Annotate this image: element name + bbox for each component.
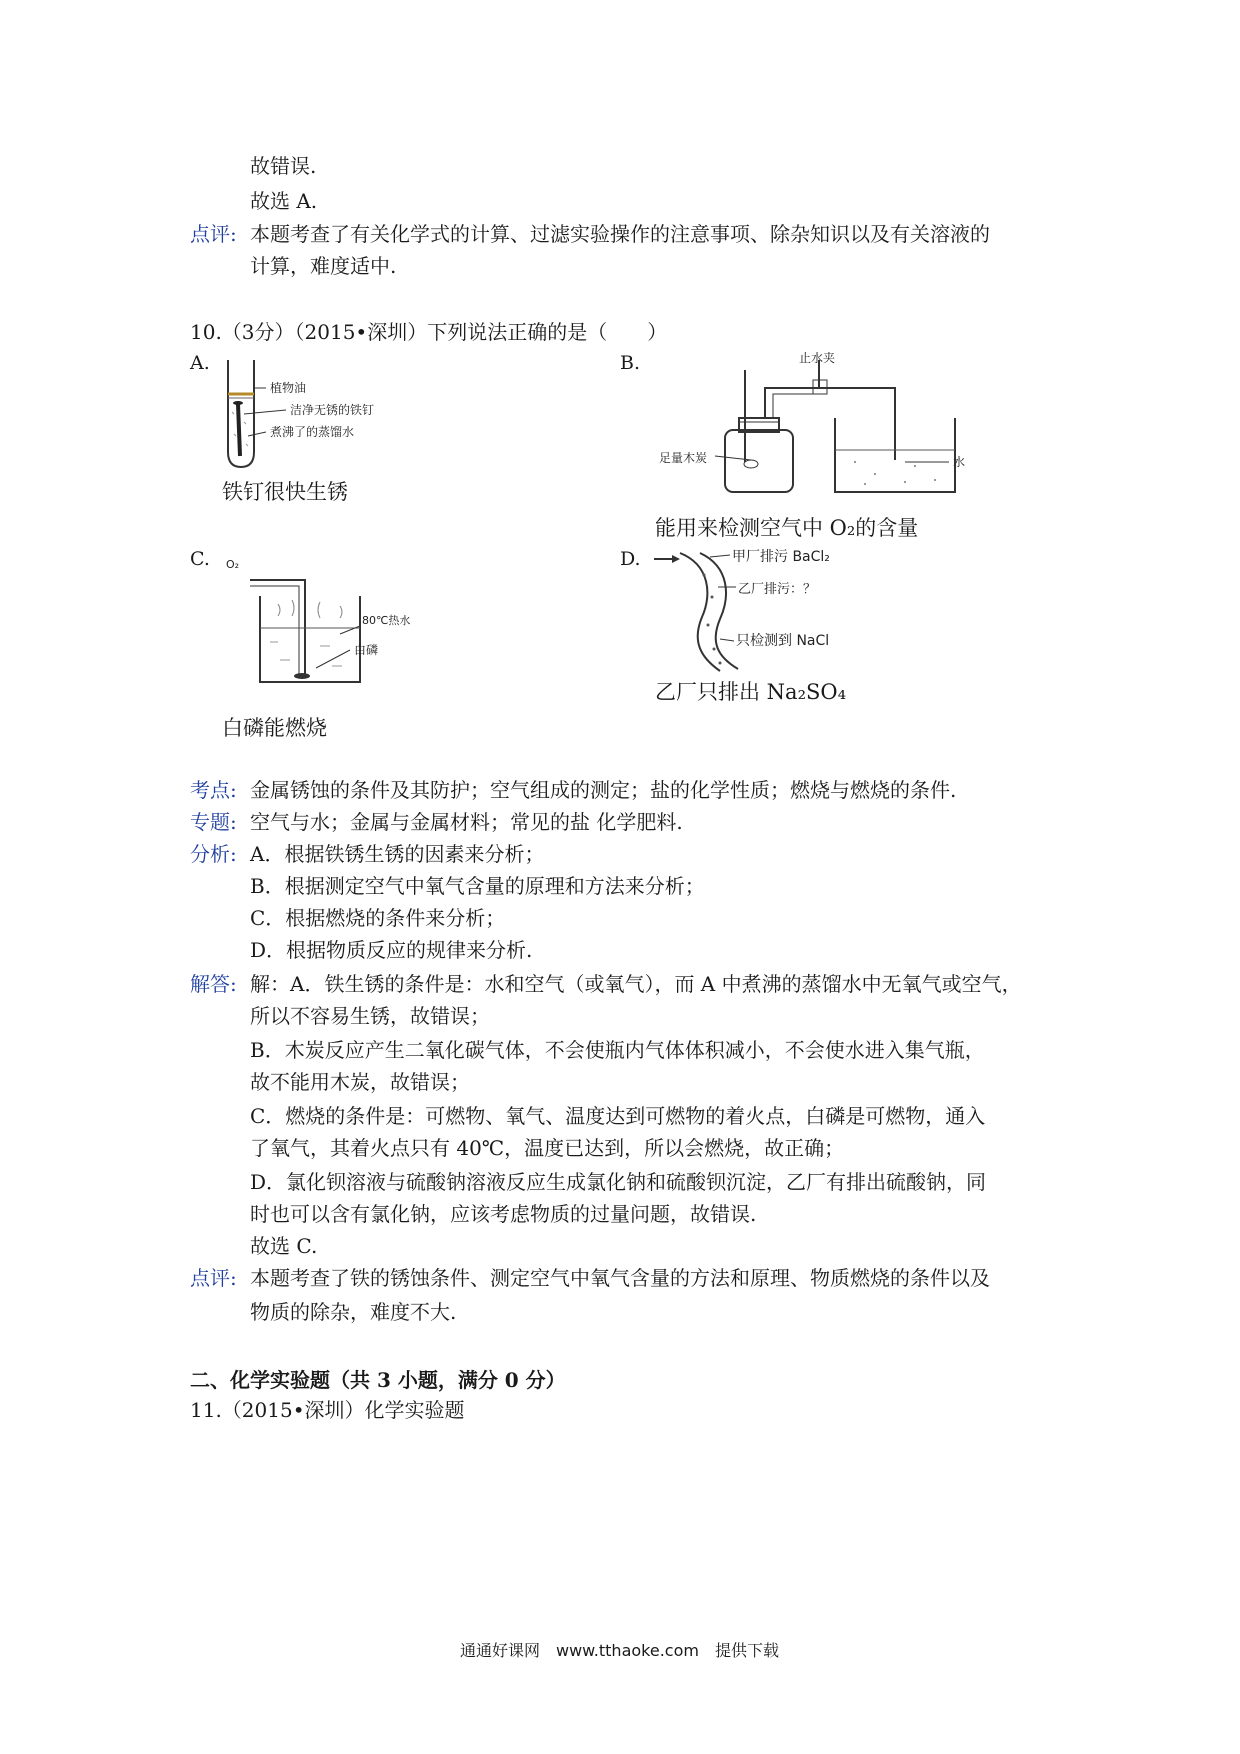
option-d-fig-label-3: 只检测到 NaCl — [736, 633, 830, 649]
zhuanti-tag: 专题: — [190, 810, 237, 834]
prev-review-line-1: 本题考查了有关化学式的计算、过滤实验操作的注意事项、除杂知识以及有关溶液的 — [250, 222, 990, 246]
jieda-line-6: 了氧气，其着火点只有 40℃，温度已达到，所以会燃烧，故正确； — [250, 1136, 845, 1160]
option-d-fig-label-2: 乙厂排污：？ — [738, 582, 817, 597]
option-d-figure — [650, 545, 910, 675]
fenxi-line-1: A．根据铁锈生锈的因素来分析； — [250, 842, 545, 866]
fenxi-line-4: D．根据物质反应的规律来分析. — [250, 938, 533, 962]
option-d-caption: 乙厂只排出 Na₂SO₄ — [655, 680, 847, 704]
dianping-line-2: 物质的除杂，难度不大. — [250, 1300, 457, 1324]
option-c-fig-label-3: 白磷 — [354, 643, 379, 657]
page-footer: 通通好课网 www.tthaoke.com 提供下载 — [460, 1641, 779, 1660]
question-11-stem: 11.（2015•深圳）化学实验题 — [190, 1398, 465, 1422]
option-b-fig-label-1: 止水夹 — [799, 351, 836, 365]
option-c-figure — [220, 550, 450, 690]
option-c-caption: 白磷能燃烧 — [222, 716, 327, 740]
zhuanti-text: 空气与水；金属与金属材料；常见的盐 化学肥料. — [250, 810, 683, 834]
option-b-fig-label-3: 水 — [953, 455, 966, 469]
option-c-fig-label-2: 80℃热水 — [362, 614, 411, 627]
jieda-line-5: C．燃烧的条件是：可燃物、氧气、温度达到可燃物的着火点，白磷是可燃物，通入 — [250, 1104, 986, 1128]
option-c-fig-label-1: O₂ — [226, 558, 240, 571]
prev-line-1: 故错误. — [250, 154, 317, 178]
dianping-line-1: 本题考查了铁的锈蚀条件、测定空气中氧气含量的方法和原理、物质燃烧的条件以及 — [250, 1266, 990, 1290]
prev-line-2: 故选 A. — [250, 189, 318, 213]
jieda-line-7: D．氯化钡溶液与硫酸钠溶液反应生成氯化钠和硫酸钡沉淀，乙厂有排出硫酸钠，同 — [250, 1170, 987, 1194]
option-d-label: D. — [620, 548, 641, 570]
question-10-stem: 10.（3分）（2015•深圳）下列说法正确的是（ ） — [190, 320, 668, 344]
kaodian-tag: 考点: — [190, 778, 237, 802]
option-a-figure — [220, 352, 440, 472]
option-a-fig-label-2: 洁净无锈的铁钉 — [290, 403, 375, 417]
fenxi-line-2: B．根据测定空气中氧气含量的原理和方法来分析； — [250, 874, 705, 898]
section-2-heading: 二、化学实验题（共 3 小题，满分 0 分） — [190, 1368, 566, 1392]
option-a-label: A. — [190, 352, 210, 374]
prev-review-line-2: 计算，难度适中. — [250, 254, 397, 278]
jieda-tag: 解答: — [190, 972, 237, 996]
prev-review-tag: 点评: — [190, 222, 237, 246]
fenxi-tag: 分析: — [190, 842, 237, 866]
jieda-line-8: 时也可以含有氯化钠，应该考虑物质的过量问题，故错误. — [250, 1202, 757, 1226]
option-b-fig-label-2: 足量木炭 — [659, 451, 708, 465]
option-a-fig-label-3: 煮沸了的蒸馏水 — [270, 425, 355, 439]
jieda-line-3: B．木炭反应产生二氧化碳气体，不会使瓶内气体体积减小，不会使水进入集气瓶， — [250, 1038, 985, 1062]
option-c-label: C. — [190, 548, 210, 570]
option-b-figure — [655, 350, 985, 500]
option-a-fig-label-1: 植物油 — [270, 381, 307, 395]
jieda-line-9: 故选 C. — [250, 1234, 318, 1258]
option-d-fig-label-1: 甲厂排污 BaCl₂ — [732, 549, 830, 565]
dianping-tag: 点评: — [190, 1266, 237, 1290]
jieda-line-2: 所以不容易生锈，故错误； — [250, 1004, 490, 1028]
jieda-line-1: 解：A．铁生锈的条件是：水和空气（或氧气），而 A 中煮沸的蒸馏水中无氧气或空气， — [250, 972, 1022, 996]
option-b-caption: 能用来检测空气中 O₂的含量 — [655, 516, 919, 540]
fenxi-line-3: C．根据燃烧的条件来分析； — [250, 906, 506, 930]
kaodian-text: 金属锈蚀的条件及其防护；空气组成的测定；盐的化学性质；燃烧与燃烧的条件. — [250, 778, 957, 802]
jieda-line-4: 故不能用木炭，故错误； — [250, 1070, 470, 1094]
option-b-label: B. — [620, 352, 641, 374]
option-a-caption: 铁钉很快生锈 — [222, 480, 348, 504]
